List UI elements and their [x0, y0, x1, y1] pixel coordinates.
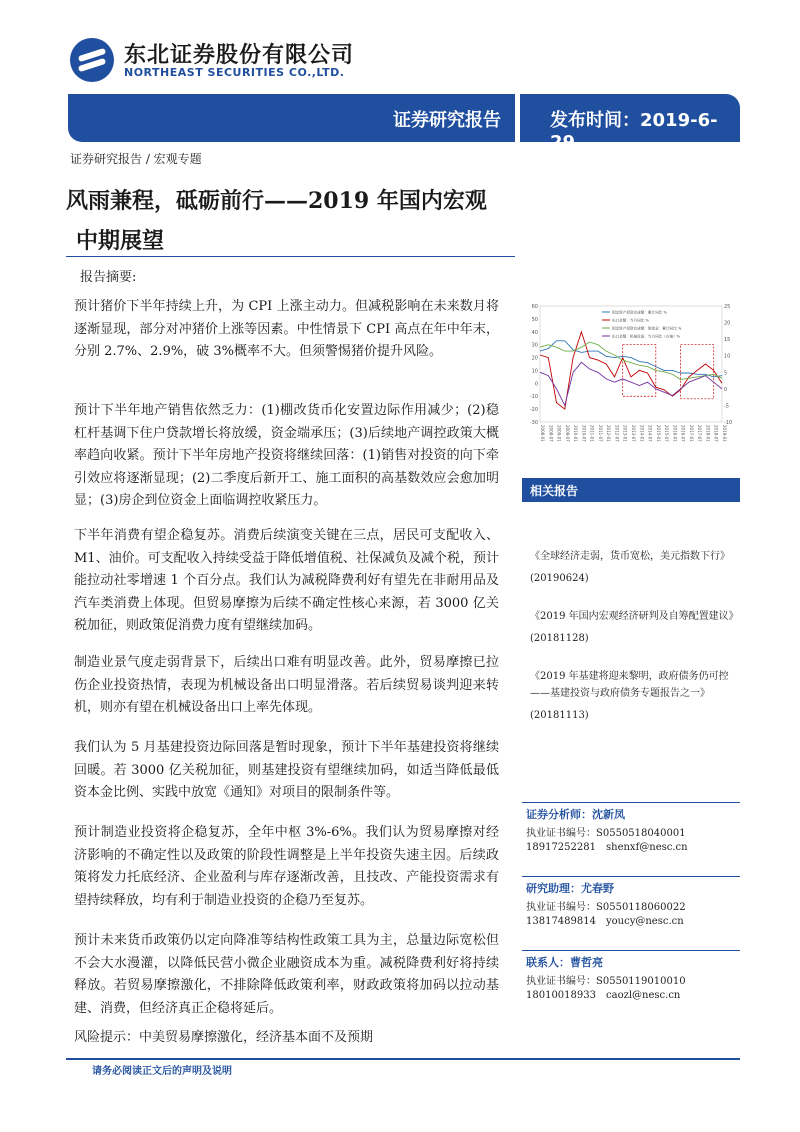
related-report-date: (20181128) — [530, 633, 589, 644]
x-tick-label: 2011-07 — [597, 425, 603, 442]
left-tick-label: 20 — [531, 355, 538, 362]
company-name-cn: 东北证券股份有限公司 — [124, 43, 355, 68]
left-tick-label: 10 — [531, 368, 538, 375]
company-logo-icon — [70, 38, 114, 82]
x-tick-label: 2013-01 — [622, 425, 628, 442]
analyst-role: 证券分析师：沈新凤 — [526, 808, 625, 821]
right-tick-label: -5 — [724, 403, 729, 410]
x-tick-label: 2018-07 — [713, 425, 719, 442]
series-line — [540, 341, 722, 377]
left-tick-label: -30 — [529, 420, 538, 426]
x-tick-label: 2018-01 — [705, 425, 711, 442]
x-tick-label: 2009-07 — [564, 425, 570, 442]
assistant-email: youcy@nesc.cn — [606, 916, 684, 927]
x-tick-label: 2010-07 — [581, 425, 587, 442]
assistant-cert: 执业证书编号：S0550118060022 — [526, 902, 686, 913]
paragraph-consumption: 下半年消费有望企稳复苏。消费后续演变关键在三点，居民可支配收入、M1、油价。可支配收入持续受益于降低增值税、社保减负及减个税，预计能拉动社零增速 1 个百分点。我们认为减税降费利好有望先在非耐用品及汽车类消费上体现。但贸易摩擦为后续不确定性核心来源，若 3000 亿关税加征，则政策促消费力度有望继续加码。 — [74, 528, 499, 633]
legend-label: 出口金额：机械设备：当月同比（右轴）% — [612, 334, 681, 339]
macro-line-chart — [522, 300, 740, 468]
legend-label: 固定资产投资完成额：累计同比 % — [612, 310, 667, 315]
report-type-label: 证券研究报告 — [393, 110, 501, 131]
right-tick-label: 25 — [724, 304, 731, 310]
legend-label: 出口金额：当月同比 % — [612, 318, 649, 323]
x-tick-label: 2015-07 — [664, 425, 670, 442]
right-tick-label: 10 — [724, 353, 731, 360]
sidebar-divider — [522, 876, 740, 877]
disclaimer-note: 请务必阅读正文后的声明及说明 — [92, 1066, 232, 1077]
right-tick-label: 15 — [724, 337, 731, 344]
contact-role: 联系人：曹哲亮 — [526, 956, 603, 969]
analyst-cert: 执业证书编号：S0550518040001 — [526, 828, 686, 839]
x-tick-label: 2013-07 — [631, 425, 636, 442]
contact-email: caozl@nesc.cn — [606, 990, 681, 1001]
left-tick-label: 0 — [534, 381, 538, 388]
report-title-line2: 中期展望 — [76, 228, 165, 254]
breadcrumb: 证券研究报告 / 宏观专题 — [70, 152, 202, 166]
x-tick-label: 2015-01 — [655, 425, 661, 442]
sidebar-divider — [522, 802, 740, 803]
contact-name: 曹哲亮 — [570, 956, 603, 969]
x-tick-label: 2014-01 — [639, 425, 645, 442]
left-tick-label: 60 — [531, 304, 538, 310]
report-type-banner — [68, 94, 515, 142]
legend-label: 固定资产投资完成额：制造业：累计同比 % — [612, 326, 682, 331]
paragraph-manufacturing: 预计制造业投资将企稳复苏，全年中枢 3%-6%。我们认为贸易摩擦对经济影响的不确定性以及政策的阶段性调整是上半年投资失速主因。后续政策将发力托底经济、企业盈利与库存逐渐改善，且技改、产能投资需求有望持续释放，均有利于制造业投资的企稳乃至复苏。 — [74, 825, 499, 908]
x-tick-label: 2011-01 — [589, 425, 595, 442]
analyst-email: shenxf@nesc.cn — [606, 842, 688, 853]
risk-note: 风险提示：中美贸易摩擦激化，经济基本面不及预期 — [74, 1030, 374, 1045]
x-tick-label: 2019-01 — [722, 425, 727, 442]
publish-date-banner — [520, 94, 740, 153]
related-reports-header — [522, 478, 740, 502]
related-report-title[interactable]: 《2019 年基建将迎来黎明，政府债务仍可控——基建投资与政府债务专题报告之一》 — [530, 671, 729, 699]
company-name-en: NORTHEAST SECURITIES CO.,LTD. — [124, 66, 345, 79]
paragraph-cpi: 预计猪价下半年持续上升，为 CPI 上涨主动力。但减税影响在未来数月将逐渐显现，部分对冲猪价上涨等因素。中性情景下 CPI 高点在年中年末，分别 2.7%、2.9%，破 3%概率不大。但须警惕猪价提升风险。 — [74, 299, 499, 359]
x-tick-label: 2012-07 — [614, 425, 620, 442]
x-tick-label: 2010-01 — [573, 425, 579, 442]
paragraph-monetary: 预计未来货币政策仍以定向降准等结构性政策工具为主，总量边际宽松但不会大水漫灌，以降低民营小微企业融资成本为重。减税降费利好将持续释放。若贸易摩擦激化，不排除降低政策利率，财政政策将加码以拉动基建、消费，但经济真正企稳将延后。 — [74, 933, 499, 1016]
contact-cert: 执业证书编号：S0550119010010 — [526, 976, 686, 987]
abstract-label: 报告摘要: — [80, 270, 137, 285]
left-tick-label: 50 — [531, 316, 538, 323]
related-report-title[interactable]: 《全球经济走弱，货币宽松，美元指数下行》 — [530, 551, 730, 562]
x-tick-label: 2008-07 — [548, 425, 554, 442]
x-tick-label: 2016-07 — [680, 425, 686, 442]
x-tick-label: 2017-01 — [688, 425, 694, 442]
right-tick-label: 5 — [724, 370, 728, 377]
left-tick-label: -20 — [529, 407, 538, 414]
paragraph-infrastructure: 我们认为 5 月基建投资边际回落是暂时现象，预计下半年基建投资将继续回暖。若 3000 亿关税加征，则基建投资有望继续加码，如适当降低最低资本金比例、实践中放宽《通知》对项目的限制条件等。 — [74, 740, 499, 800]
report-title-line1: 风雨兼程，砥砺前行——2019 年国内宏观 — [66, 188, 487, 214]
x-tick-label: 2009-01 — [556, 425, 562, 442]
related-reports-title: 相关报告 — [530, 484, 579, 498]
related-report-date: (20181113) — [530, 710, 589, 721]
assistant-contact: 13817489814 youcy@nesc.cn — [526, 916, 684, 927]
annotation-box — [681, 345, 714, 399]
related-report-title[interactable]: 《2019 年国内宏观经济研判及自筹配置建议》 — [530, 611, 739, 622]
right-tick-label: 20 — [724, 320, 731, 327]
paragraph-export: 制造业景气度走弱背景下，后续出口难有明显改善。此外，贸易摩擦已拉伤企业投资热情，表现为机械设备出口明显滑落。若后续贸易谈判迎来转机，则亦有望在机械设备出口上率先体现。 — [74, 655, 499, 715]
right-tick-label: -10 — [724, 420, 733, 426]
x-tick-label: 2014-07 — [647, 425, 653, 442]
analyst-contact: 18917252281 shenxf@nesc.cn — [526, 842, 688, 853]
left-tick-label: 30 — [531, 342, 538, 349]
left-tick-label: -10 — [529, 394, 538, 401]
footer-divider — [66, 1058, 740, 1060]
x-tick-label: 2016-01 — [672, 425, 678, 442]
right-tick-label: 0 — [724, 386, 728, 393]
assistant-role: 研究助理：尤春野 — [526, 882, 614, 895]
x-tick-label: 2012-01 — [606, 425, 612, 442]
related-report-date: (20190624) — [530, 573, 589, 584]
publish-date: 发布时间：2019-6-29 — [550, 110, 718, 153]
x-tick-label: 2008-01 — [540, 425, 545, 442]
contact-contact: 18010018933 caozl@nesc.cn — [526, 990, 681, 1001]
sidebar-divider — [522, 950, 740, 951]
paragraph-real-estate: 预计下半年地产销售依然乏力：(1)棚改货币化安置边际作用减少；(2)稳杠杆基调下住户贷款增长将放缓，资金端承压；(3)后续地产调控政策大概率趋向收紧。预计下半年房地产投资将继续回落：(1)销售对投资的向下牵引效应将逐渐显现；(2)二季度后新开工、施工面积的高基数效应会愈加明显；(3)房企到位资金上面临调控收紧压力。 — [74, 403, 499, 508]
analyst-name: 沈新凤 — [592, 808, 625, 821]
title-divider — [66, 256, 515, 257]
x-tick-label: 2017-07 — [697, 425, 703, 442]
plot-area — [540, 306, 722, 422]
left-tick-label: 40 — [531, 329, 538, 336]
assistant-name: 尤春野 — [581, 882, 614, 895]
